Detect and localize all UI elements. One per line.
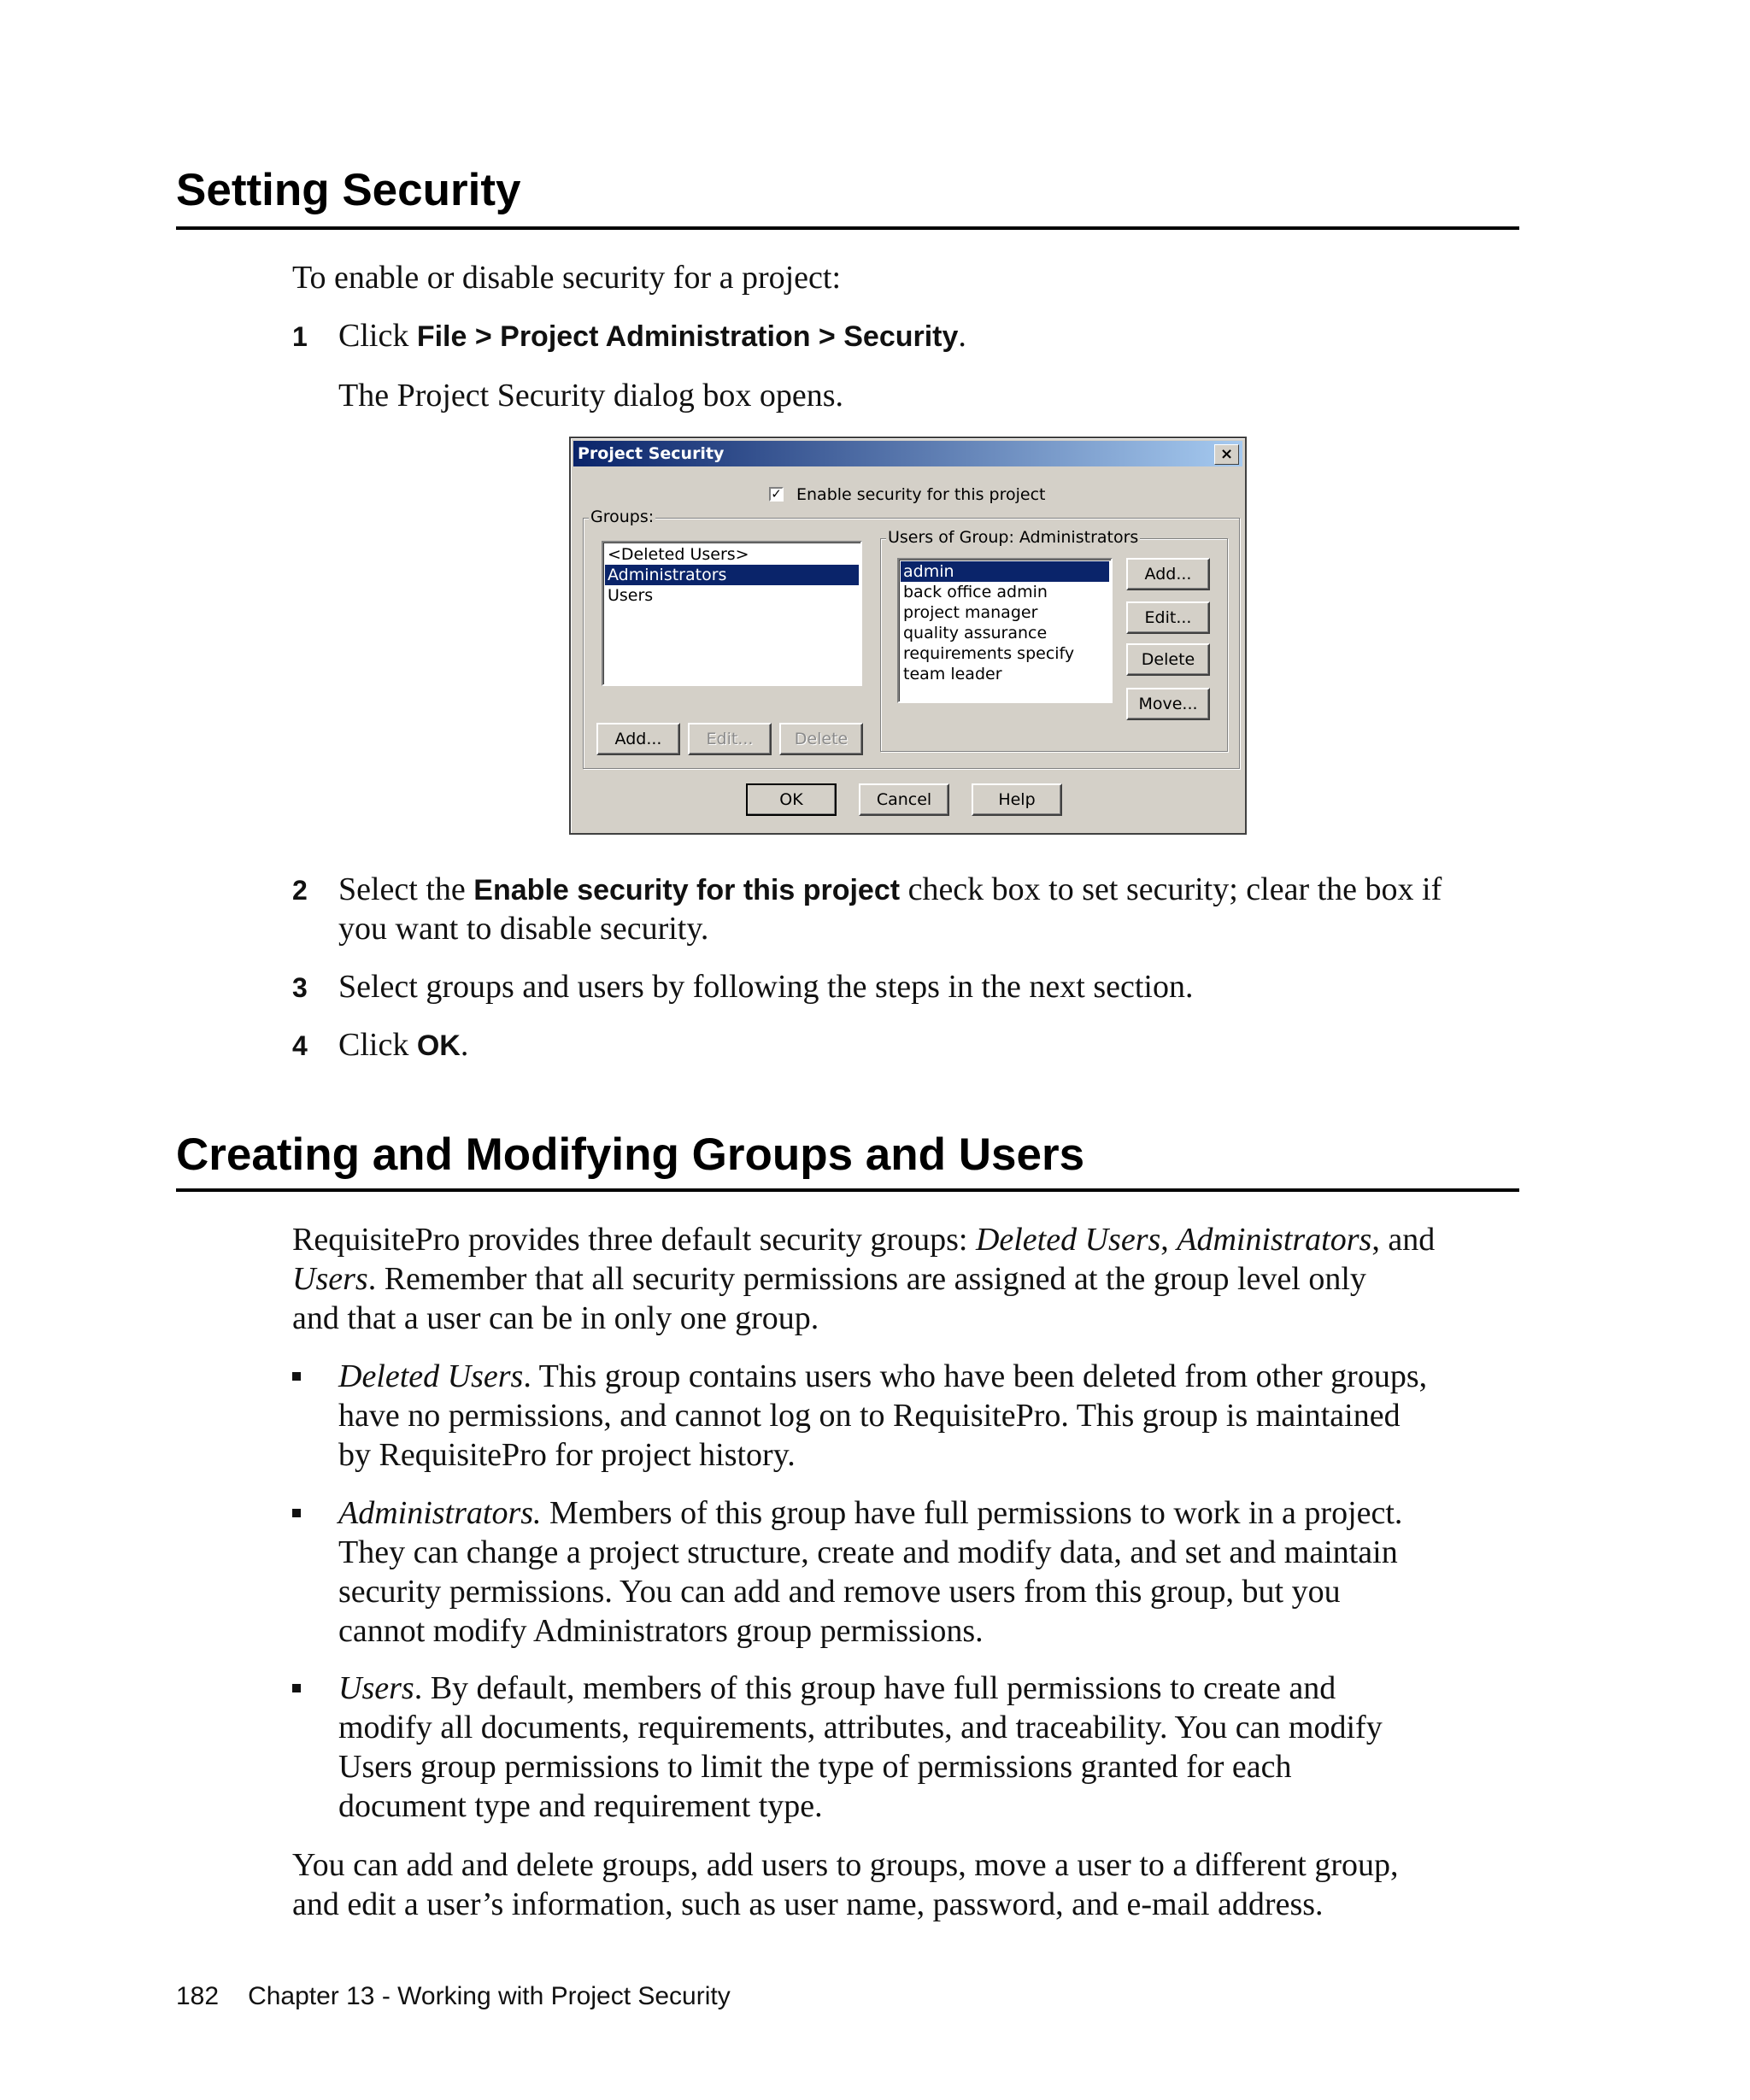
help-button[interactable]: Help [972,783,1062,816]
dialog-titlebar [573,441,1242,466]
page-number: 182 [176,1982,220,2010]
step-1-result: The Project Security dialog box opens. [338,378,843,414]
step-4-text: Click OK. [338,1027,469,1063]
list-item[interactable]: back office admin [903,583,1048,601]
bullet-icon [292,1372,301,1381]
add-group-button[interactable]: Add... [596,723,680,755]
list-item[interactable]: admin [901,561,1109,582]
delete-group-button[interactable]: Delete [779,723,863,755]
step-2-text: Select the Enable security for this project check box to set security; clear the box if [338,871,1442,907]
list-item: Deleted Users. This group contains users who have been deleted from other groups, have no permissions, and cannot log on to RequisitePro. This group is maintained by RequisitePro for project history. [338,1358,1428,1473]
groups-label: Groups: [590,507,655,526]
dialog-title: Project Security [578,444,725,463]
step-number: 4 [292,1030,308,1061]
enable-security-label: Enable security for this project [796,485,1046,504]
users-list[interactable] [897,558,1113,703]
step-1-text: Click File > Project Administration > Security. [338,318,966,354]
closing-paragraph: You can add and delete groups, add users to groups, move a user to a different group, and edit a user’s information, such as user name, password, and e-mail address. [292,1847,1399,1922]
delete-user-button[interactable]: Delete [1126,643,1210,676]
step-number: 1 [292,321,308,352]
edit-user-button[interactable]: Edit... [1126,601,1210,634]
close-icon[interactable]: × [1214,444,1239,465]
enable-security-checkbox[interactable]: ✓ [769,487,784,502]
step-number: 3 [292,972,308,1003]
list-item[interactable]: team leader [903,665,1002,683]
list-item[interactable]: Administrators [605,565,859,585]
step-number: 2 [292,875,308,906]
list-item[interactable]: project manager [903,603,1038,622]
edit-group-button[interactable]: Edit... [688,723,772,755]
list-item[interactable]: <Deleted Users> [608,545,749,564]
list-item: Administrators. Members of this group have full permissions to work in a project. They can change a project structure, create and modify data, and set and maintain security permissions. You can add and remove users from this group, but you cannot modify Administrators group permissions. [338,1495,1403,1649]
groups-list[interactable] [602,541,862,686]
checkbox-name: Enable security for this project [473,874,901,906]
list-item[interactable]: Users [608,586,654,605]
list-item[interactable]: quality assurance [903,624,1048,642]
ok-button[interactable]: OK [746,783,837,816]
project-security-dialog [569,437,1247,835]
cancel-button[interactable]: Cancel [859,783,949,816]
menu-path: File > Project Administration > Security [416,320,959,353]
section-heading-groups-users: Creating and Modifying Groups and Users [176,1129,1085,1180]
add-user-button[interactable]: Add... [1126,558,1210,590]
users-of-group-label: Users of Group: Administrators [888,528,1139,547]
bullet-icon [292,1509,301,1517]
step-2-text-line2: you want to disable security. [338,911,709,947]
list-item[interactable]: requirements specify [903,644,1075,663]
chapter-title: Chapter 13 - Working with Project Security [248,1982,731,2010]
heading-rule [176,1188,1519,1192]
list-item: Users. By default, members of this group have full permissions to create and modify all documents, requirements, attributes, and traceability. You can modify Users group permissions to limit the type of permissions granted for each document type and requirement type. [338,1670,1383,1824]
bullet-icon [292,1684,301,1692]
intro-text: To enable or disable security for a project: [292,260,842,296]
section-heading-setting-security: Setting Security [176,165,521,215]
step-3-text: Select groups and users by following the steps in the next section. [338,969,1194,1005]
heading-rule [176,226,1519,230]
move-user-button[interactable]: Move... [1126,688,1210,720]
groups-intro-paragraph: RequisitePro provides three default security groups: Deleted Users, Administrators, and Users. Remember that all security permissions are assigned at the group level only and that a user can be in only one group. [292,1222,1436,1336]
page-footer [176,1982,731,2011]
